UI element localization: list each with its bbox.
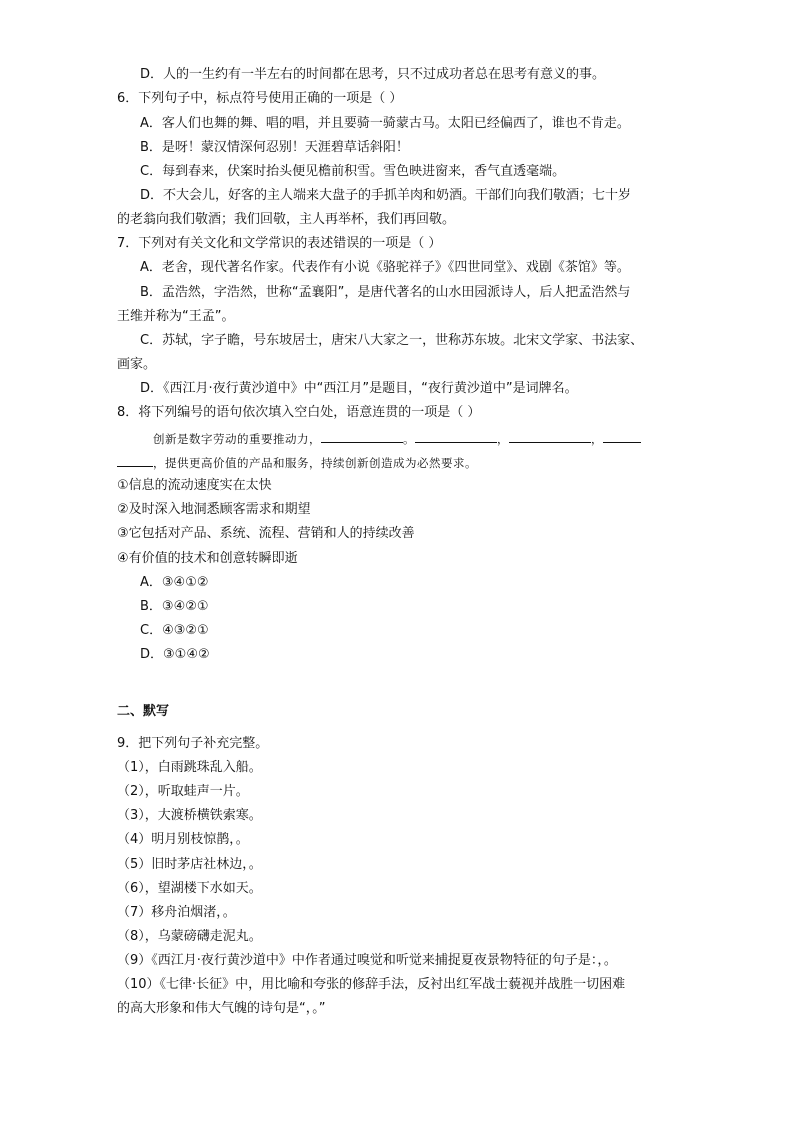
section-heading: 二、默写 — [117, 704, 170, 719]
q6-option-b: B．是呀！蒙汉情深何忍别！天涯碧草话斜阳！ — [140, 140, 409, 155]
q8-sentence-1: ①信息的流动速度实在太快 — [117, 478, 272, 493]
q7-stem: 7．下列对有关文化和文学常识的表述错误的一项是（ ） — [117, 236, 442, 251]
q8-option-d: D．③①④② — [140, 647, 210, 662]
q9-item-5: （5）旧时茅店社林边，。 — [117, 857, 262, 872]
q9-stem: 9．把下列句子补充完整。 — [117, 736, 269, 751]
answer-blank[interactable] — [603, 429, 641, 443]
q6-stem: 6．下列句子中，标点符号使用正确的一项是（ ） — [117, 91, 403, 106]
q9-item-6: （6），望湖楼下水如天。 — [117, 881, 262, 896]
q6-option-c: C．每到春来，伏案时抬头便见檐前积雪。雪色映进窗来，香气直透毫端。 — [140, 164, 566, 179]
q8-sentence-2: ②及时深入地洞悉顾客需求和期望 — [117, 502, 311, 517]
q9-item-9: （9）《西江月·夜行黄沙道中》中作者通过嗅觉和听觉来捕捉夏夜景物特征的句子是：，。 — [117, 953, 617, 968]
q7-option-d: D．《西江月·夜行黄沙道中》中“西江月”是题目，“夜行黄沙道中”是词牌名。 — [140, 381, 578, 396]
q6-option-d: D．不大会儿，好客的主人端来大盘子的手抓羊肉和奶酒。干部们向我们敬酒；七十岁 — [140, 188, 632, 203]
q5-option-d: D．人的一生约有一半左右的时间都在思考，只不过成功者总在思考有意义的事。 — [140, 67, 606, 82]
q6-option-a: A．客人们也舞的舞、唱的唱，并且要骑一骑蒙古马。太阳已经偏西了，谁也不肯走。 — [140, 116, 630, 131]
q7-option-c: C．苏轼，字子瞻，号东坡居士，唐宋八大家之一，世称苏东坡。北宋文学家、书法家、 — [140, 333, 644, 348]
q8-passage-cont — [117, 453, 477, 472]
q7-option-c-cont: 画家。 — [117, 357, 157, 372]
q9-item-4: （4）明月别枝惊鹊，。 — [117, 832, 249, 847]
q8-option-b: B．③④②① — [140, 599, 209, 614]
q7-option-a: A．老舍，现代著名作家。代表作有小说《骆驼祥子》《四世同堂》、戏剧《茶馆》等。 — [140, 260, 630, 275]
answer-blank[interactable] — [117, 453, 153, 467]
q8-sep-3: ， — [591, 432, 603, 446]
q6-option-d-cont: 的老翁向我们敬酒；我们回敬，主人再举杯，我们再回敬。 — [117, 212, 456, 227]
q8-sentence-4: ④有价值的技术和创意转瞬即逝 — [117, 551, 298, 566]
answer-blank[interactable] — [415, 429, 497, 443]
q8-option-c: C．④③②① — [140, 623, 209, 638]
q8-passage-end: ，提供更高价值的产品和服务，持续创新创造成为必然要求。 — [153, 456, 477, 470]
q9-item-7: （7）移舟泊烟渚，。 — [117, 905, 236, 920]
q8-sentence-3: ③它包括对产品、系统、流程、营销和人的持续改善 — [117, 526, 415, 541]
q7-option-b: B．孟浩然，字浩然，世称“孟襄阳”，是唐代著名的山水田园派诗人，后人把孟浩然与 — [140, 285, 631, 300]
q8-stem: 8．将下列编号的语句依次填入空白处，语意连贯的一项是（ ） — [117, 405, 481, 420]
q8-passage — [153, 429, 641, 448]
answer-blank[interactable] — [509, 429, 591, 443]
q9-item-8: （8），乌蒙磅礴走泥丸。 — [117, 929, 262, 944]
answer-blank[interactable] — [321, 429, 403, 443]
q8-passage-start: 创新是数字劳动的重要推动力， — [153, 432, 321, 446]
q9-item-1: （1），白雨跳珠乱入船。 — [117, 760, 262, 775]
q8-sep-1: 。 — [403, 432, 415, 446]
q9-item-10: （10）《七律·长征》中，用比喻和夸张的修辞手法，反衬出红军战士藐视并战胜一切困难 — [117, 977, 626, 992]
q9-item-3: （3），大渡桥横铁索寒。 — [117, 808, 262, 823]
q7-option-b-cont: 王维并称为“王孟”。 — [117, 309, 235, 324]
q9-item-10-cont: 的高大形象和伟大气魄的诗句是“，。” — [117, 1001, 326, 1016]
q9-item-2: （2），听取蛙声一片。 — [117, 784, 249, 799]
q8-option-a: A．③④①② — [140, 575, 209, 590]
q8-sep-2: ， — [497, 432, 509, 446]
